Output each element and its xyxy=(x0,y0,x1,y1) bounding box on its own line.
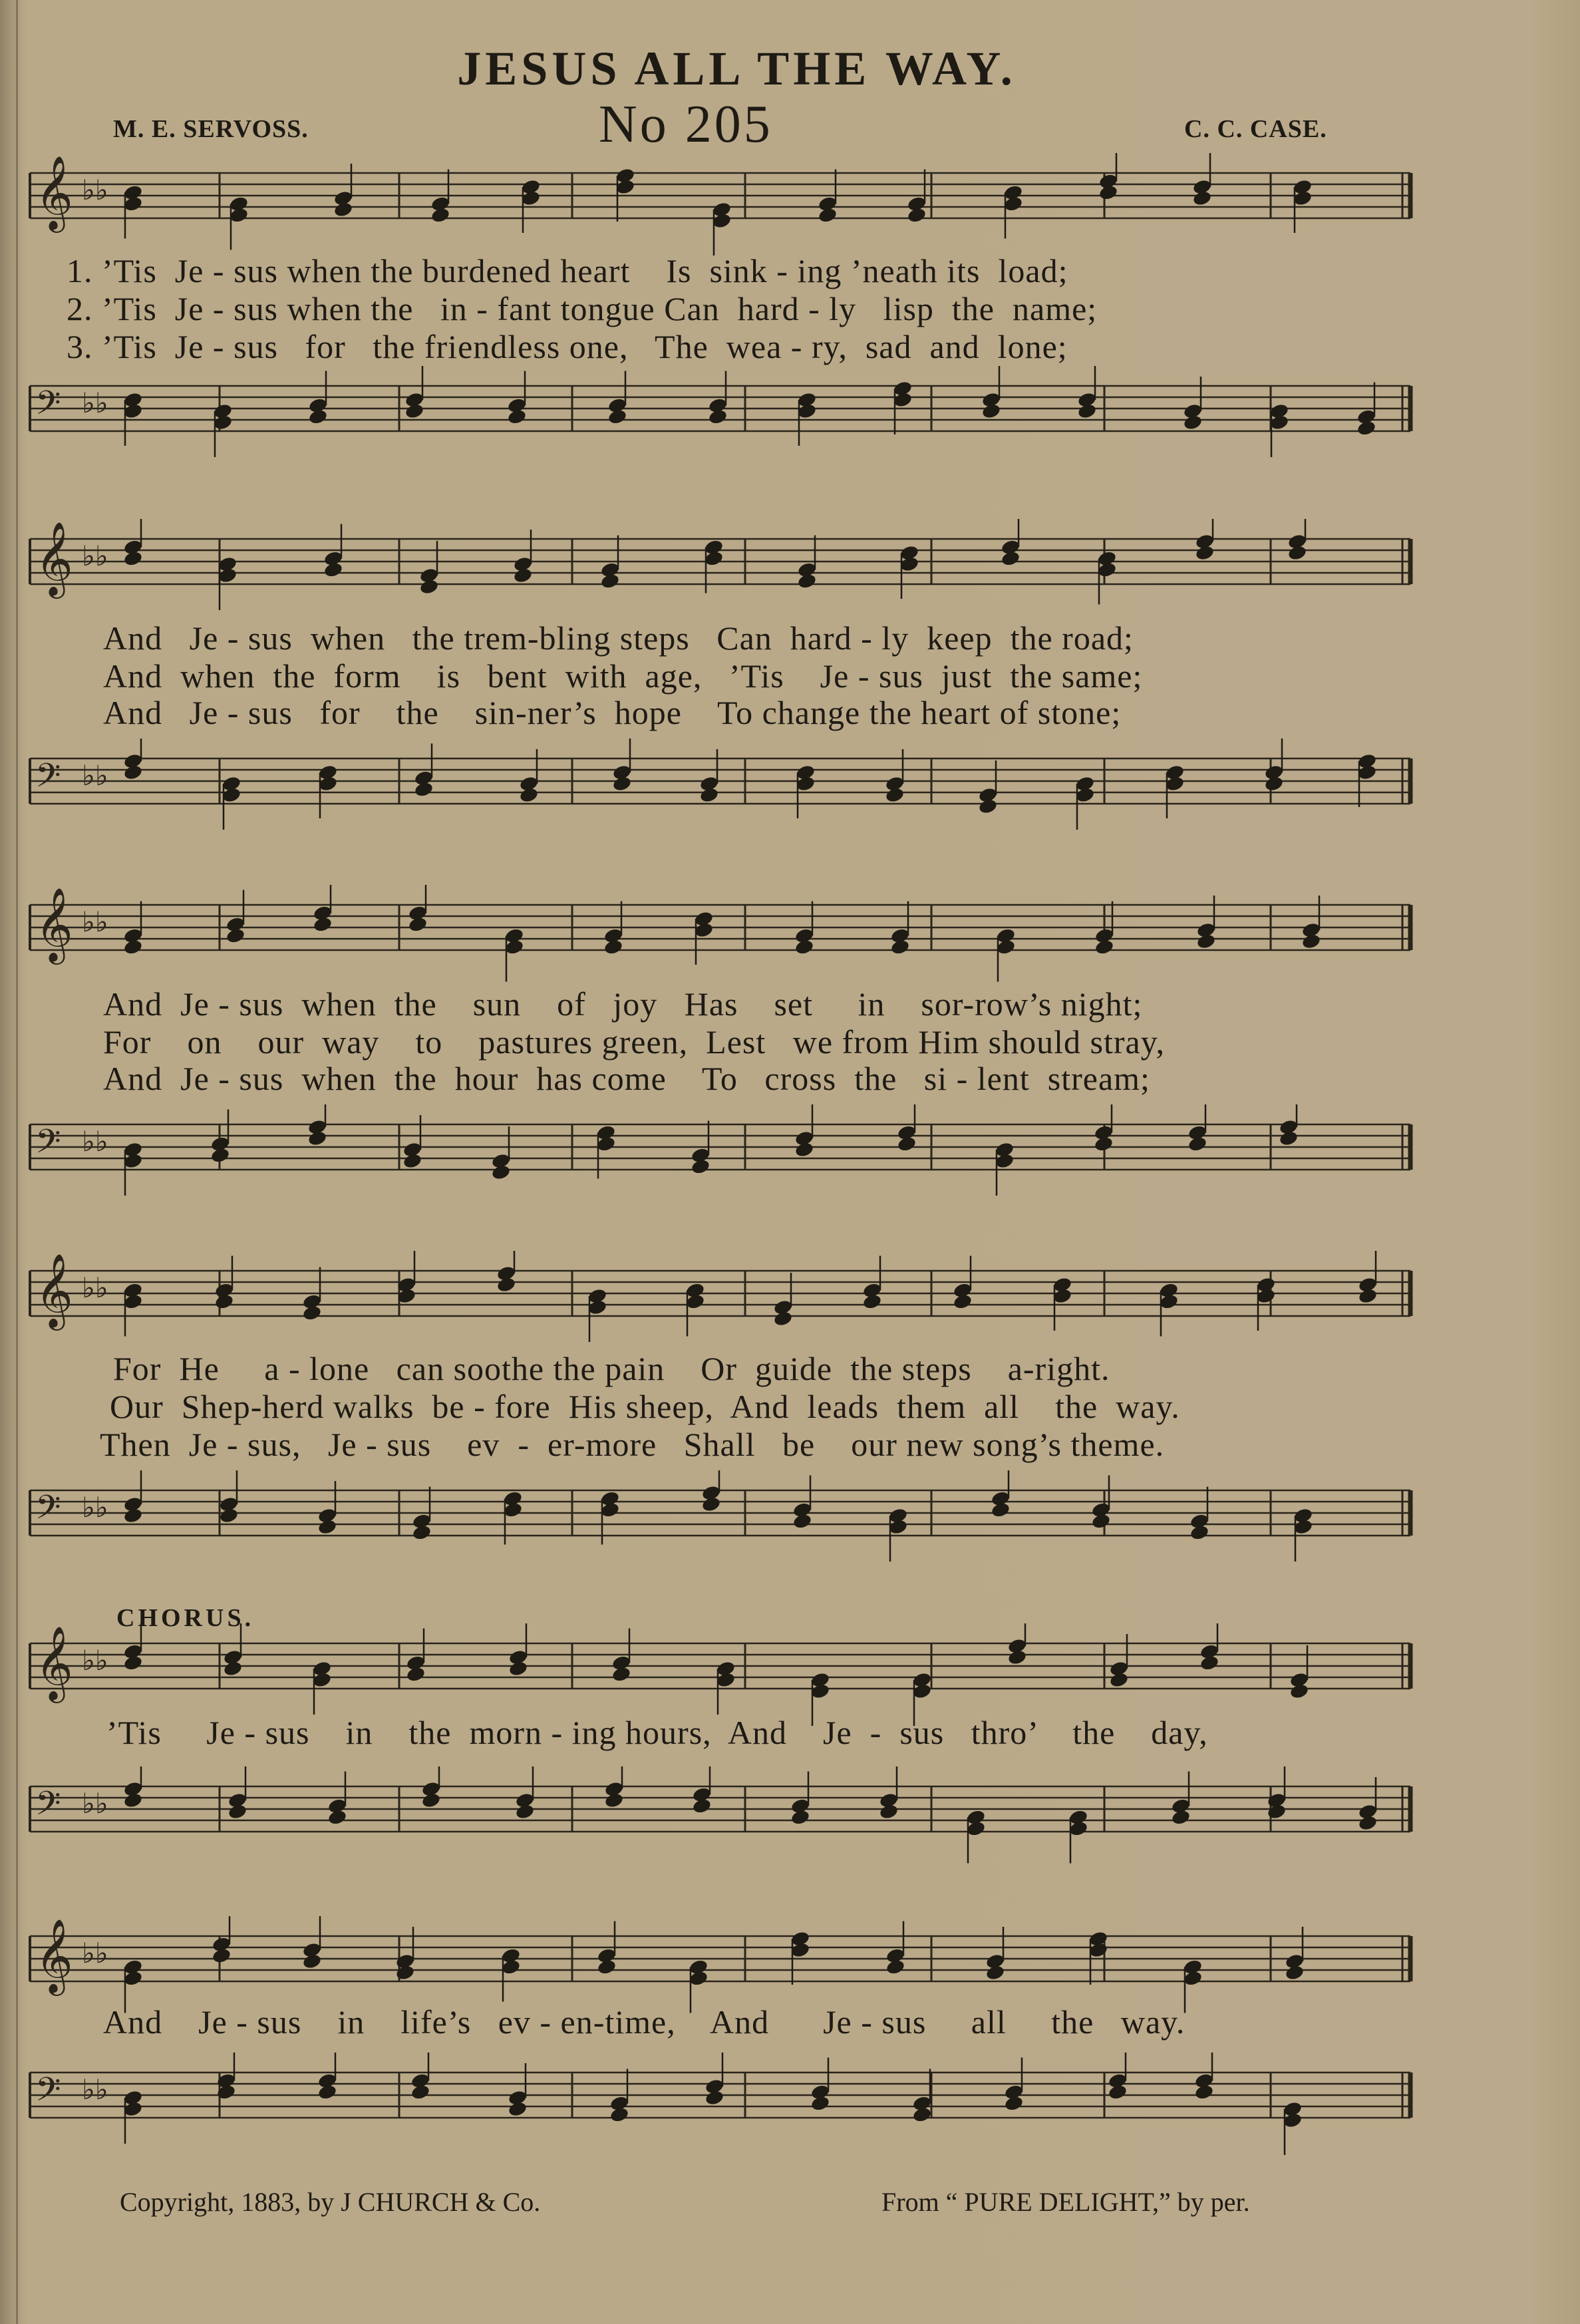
lyricist-credit: M. E. SERVOSS. xyxy=(113,115,309,143)
note-head xyxy=(897,1136,917,1153)
note-head xyxy=(123,1970,144,1987)
key-signature-flats: ♭♭ xyxy=(82,759,108,792)
note-head xyxy=(879,1803,899,1820)
note-head xyxy=(818,207,838,224)
note-head xyxy=(609,2106,630,2124)
note-head xyxy=(991,1502,1011,1519)
copyright-notice: Copyright, 1883, by J CHURCH & Co. xyxy=(120,2187,541,2217)
note-head xyxy=(888,1518,909,1536)
note-head xyxy=(1256,1287,1277,1305)
key-signature-flats: ♭♭ xyxy=(82,2073,108,2106)
note-head xyxy=(395,1964,416,1981)
note-head xyxy=(796,775,816,792)
note-head xyxy=(302,1305,323,1322)
note-head xyxy=(890,939,911,956)
bass-clef: 𝄢 xyxy=(35,1122,61,1169)
bass-staff xyxy=(0,366,1580,479)
note-head xyxy=(701,1496,722,1513)
note-head xyxy=(1159,1293,1180,1311)
bass-clef: 𝄢 xyxy=(35,756,61,803)
note-head xyxy=(491,1164,512,1181)
note-head xyxy=(810,2095,831,2112)
note-head xyxy=(596,1136,617,1153)
note-head xyxy=(1094,1136,1114,1153)
bass-staff xyxy=(0,1766,1580,1880)
note-head xyxy=(333,201,354,218)
note-head xyxy=(600,573,621,590)
note-head xyxy=(419,578,440,595)
note-head xyxy=(1007,1649,1028,1666)
verse-1-line-1: 1. ’Tis Je - sus when the burdened heart Is sink - ing ’neath its load; xyxy=(67,252,1068,289)
chorus-system-2 xyxy=(0,1916,1580,2182)
key-signature-flats: ♭♭ xyxy=(82,174,108,206)
verse-2-line-3: For on our way to pastures green, Lest we from Him should stray, xyxy=(103,1023,1165,1061)
note-head xyxy=(212,1947,232,1965)
music-system-2 xyxy=(0,519,1580,838)
note-head xyxy=(123,196,144,213)
note-head xyxy=(402,1152,423,1170)
note-head xyxy=(501,1959,522,1976)
bass-staff xyxy=(0,1104,1580,1218)
verse-2-line-1: 2. ’Tis Je - sus when the in - fant tongue Can hard - ly lisp the name; xyxy=(67,290,1098,327)
note-head xyxy=(519,786,540,804)
note-head xyxy=(228,1803,248,1820)
hymn-title: JESUS ALL THE WAY. xyxy=(457,42,1017,95)
note-head xyxy=(1293,190,1313,207)
note-head xyxy=(604,1792,625,1809)
note-head xyxy=(1192,190,1213,207)
key-signature-flats: ♭♭ xyxy=(82,1937,108,1969)
note-head xyxy=(1285,1964,1305,1981)
note-head xyxy=(907,207,927,224)
bass-clef: 𝄢 xyxy=(35,384,61,430)
note-head xyxy=(1171,1809,1191,1826)
note-head xyxy=(1279,1130,1299,1147)
note-head xyxy=(712,212,732,230)
note-head xyxy=(912,2106,933,2124)
note-head xyxy=(1187,1136,1208,1153)
note-head xyxy=(1195,544,1215,562)
note-head xyxy=(123,1293,144,1311)
note-head xyxy=(123,1655,144,1672)
note-head xyxy=(689,1970,709,1987)
note-head xyxy=(412,1524,432,1542)
note-head xyxy=(1264,775,1285,792)
note-head xyxy=(899,556,920,573)
note-head xyxy=(1283,2112,1303,2129)
note-head xyxy=(123,764,144,781)
note-head xyxy=(603,939,624,956)
note-head xyxy=(797,573,818,590)
note-head xyxy=(1097,562,1118,579)
note-head xyxy=(1001,550,1021,568)
bass-staff xyxy=(0,1470,1580,1583)
note-head xyxy=(123,1507,144,1524)
note-head xyxy=(1267,1803,1287,1820)
note-head xyxy=(317,1518,338,1536)
note-head xyxy=(1165,775,1185,792)
note-head xyxy=(308,409,329,426)
note-head xyxy=(1194,2084,1215,2101)
note-head xyxy=(1075,786,1096,804)
note-head xyxy=(222,786,242,804)
verse-2-line-2: And when the form is bent with age, ’Tis Je - sus just the same; xyxy=(103,657,1143,695)
note-head xyxy=(214,1293,235,1311)
note-head xyxy=(1003,196,1024,213)
note-head xyxy=(1109,1671,1130,1689)
chorus-line-2: And Je - sus in life’s ev - en-time, And Je - sus all the way. xyxy=(103,2003,1185,2041)
note-head xyxy=(307,1130,328,1147)
note-head xyxy=(123,403,144,420)
note-head xyxy=(1358,1814,1378,1832)
verse-1-line-4: For He a - lone can soothe the pain Or guide the steps a-right. xyxy=(113,1350,1110,1387)
note-head xyxy=(1052,1287,1073,1305)
note-head xyxy=(515,1803,536,1820)
note-head xyxy=(1183,1970,1203,1987)
note-head xyxy=(692,1798,712,1815)
hymn-number: No 205 xyxy=(599,95,773,154)
note-head xyxy=(1091,1513,1112,1530)
note-head xyxy=(408,916,428,933)
note-head xyxy=(704,550,724,568)
note-head xyxy=(123,2100,144,2118)
note-head xyxy=(716,1671,736,1689)
note-head xyxy=(953,1293,973,1311)
note-head xyxy=(1287,544,1308,562)
note-head xyxy=(708,409,728,426)
note-head xyxy=(773,1310,794,1327)
note-head xyxy=(414,781,434,798)
note-head xyxy=(995,1152,1015,1170)
bass-clef: 𝄢 xyxy=(35,1784,61,1831)
note-head xyxy=(213,414,234,431)
note-head xyxy=(508,2100,528,2118)
note-head xyxy=(508,1660,529,1677)
note-head xyxy=(123,550,144,568)
treble-clef: 𝄞 xyxy=(35,1625,73,1700)
note-head xyxy=(699,786,720,804)
note-head xyxy=(1199,1655,1220,1672)
note-head xyxy=(123,1792,144,1809)
note-head xyxy=(507,409,528,426)
note-head xyxy=(496,1276,517,1293)
note-head xyxy=(313,916,333,933)
key-signature-flats: ♭♭ xyxy=(82,1125,108,1158)
verse-2-line-4: Our Shep-herd walks be - fore His sheep, And leads them all the way. xyxy=(110,1388,1180,1425)
note-head xyxy=(797,403,818,420)
note-head xyxy=(1077,403,1098,420)
note-head xyxy=(1358,1287,1378,1305)
note-head xyxy=(1098,184,1119,202)
note-head xyxy=(421,1792,442,1809)
music-system-3 xyxy=(0,885,1580,1204)
note-head xyxy=(1293,1518,1314,1536)
note-head xyxy=(1088,1941,1109,1959)
note-head xyxy=(978,798,999,815)
note-head xyxy=(985,1964,1006,1981)
note-head xyxy=(1004,2095,1025,2112)
treble-clef: 𝄞 xyxy=(35,1918,73,1993)
key-signature-flats: ♭♭ xyxy=(82,1491,108,1524)
bass-staff xyxy=(0,739,1580,852)
note-head xyxy=(981,403,1002,420)
note-head xyxy=(996,939,1017,956)
note-head xyxy=(1196,933,1217,950)
chorus-system-1 xyxy=(0,1623,1580,1909)
chorus-label: CHORUS. xyxy=(116,1604,255,1632)
note-head xyxy=(1068,1820,1089,1838)
note-head xyxy=(1183,414,1203,431)
note-head xyxy=(607,409,628,426)
note-head xyxy=(521,190,542,207)
note-head xyxy=(794,939,815,956)
bass-clef: 𝄢 xyxy=(35,2071,61,2117)
note-head xyxy=(691,1158,711,1176)
note-head xyxy=(1301,933,1322,950)
note-head xyxy=(612,775,633,792)
note-head xyxy=(404,403,425,420)
verse-1-line-3: And Je - sus when the sun of joy Has set in sor-row’s night; xyxy=(103,985,1143,1023)
note-head xyxy=(504,939,525,956)
key-signature-flats: ♭♭ xyxy=(82,540,108,572)
note-head xyxy=(600,1502,621,1519)
verse-3-line-2: And Je - sus for the sin-ner’s hope To change the heart of stone; xyxy=(103,694,1122,731)
note-head xyxy=(226,927,246,945)
note-head xyxy=(123,1152,144,1170)
note-head xyxy=(790,1941,811,1959)
note-head xyxy=(885,1959,906,1976)
verse-1-line-2: And Je - sus when the trem-bling steps Can hard - ly keep the road; xyxy=(103,619,1134,657)
note-head xyxy=(685,1293,706,1311)
note-head xyxy=(318,775,339,792)
note-head xyxy=(219,1507,239,1524)
note-head xyxy=(810,1683,831,1700)
note-head xyxy=(966,1820,987,1838)
note-head xyxy=(597,1959,617,1976)
key-signature-flats: ♭♭ xyxy=(82,1787,108,1820)
composer-credit: C. C. CASE. xyxy=(1184,115,1327,143)
note-head xyxy=(1108,2084,1128,2101)
note-head xyxy=(912,1683,933,1700)
treble-clef: 𝄞 xyxy=(35,887,73,961)
note-head xyxy=(223,1660,243,1677)
note-head xyxy=(123,939,144,956)
note-head xyxy=(792,1513,813,1530)
note-head xyxy=(1189,1524,1210,1542)
note-head xyxy=(1269,414,1290,431)
verse-3-line-1: 3. ’Tis Je - sus for the friendless one, The wea - ry, sad and lone; xyxy=(67,328,1068,365)
note-head xyxy=(893,391,913,409)
note-head xyxy=(587,1299,608,1316)
note-head xyxy=(312,1671,333,1689)
note-head xyxy=(406,1666,426,1683)
treble-clef: 𝄞 xyxy=(35,155,73,230)
note-head xyxy=(862,1293,883,1311)
note-head xyxy=(705,2089,725,2106)
note-head xyxy=(694,921,714,939)
key-signature-flats: ♭♭ xyxy=(82,1271,108,1304)
note-head xyxy=(1094,939,1115,956)
note-head xyxy=(430,207,451,224)
key-signature-flats: ♭♭ xyxy=(82,1644,108,1677)
note-head xyxy=(229,207,249,224)
bass-clef: 𝄢 xyxy=(35,1488,61,1535)
note-head xyxy=(513,567,534,584)
note-head xyxy=(1357,764,1378,781)
treble-clef: 𝄞 xyxy=(35,521,73,595)
note-head xyxy=(1356,420,1377,437)
treble-clef: 𝄞 xyxy=(35,1253,73,1327)
note-head xyxy=(615,178,636,196)
source-credit: From “ PURE DELIGHT,” by per. xyxy=(881,2187,1250,2217)
note-head xyxy=(503,1502,524,1519)
note-head xyxy=(790,1809,811,1826)
note-head xyxy=(1289,1683,1310,1700)
key-signature-flats: ♭♭ xyxy=(82,906,108,938)
note-head xyxy=(410,2084,431,2101)
note-head xyxy=(611,1666,632,1683)
music-system-4 xyxy=(0,1251,1580,1570)
note-head xyxy=(317,2084,338,2101)
note-head xyxy=(885,786,905,804)
verse-3-line-3: And Je - sus when the hour has come To cross the si - lent stream; xyxy=(103,1060,1150,1097)
chorus-line-1: ’Tis Je - sus in the morn - ing hours, And Je - sus thro’ the day, xyxy=(106,1714,1208,1751)
bass-staff xyxy=(0,2053,1580,2166)
key-signature-flats: ♭♭ xyxy=(82,387,108,419)
note-head xyxy=(210,1147,231,1164)
verse-3-line-4: Then Je - sus, Je - sus ev - er-more Shall be our new song’s theme. xyxy=(100,1426,1165,1463)
note-head xyxy=(327,1809,348,1826)
note-head xyxy=(302,1953,323,1970)
note-head xyxy=(323,562,344,579)
music-system-1 xyxy=(0,153,1580,466)
note-head xyxy=(794,1141,815,1158)
